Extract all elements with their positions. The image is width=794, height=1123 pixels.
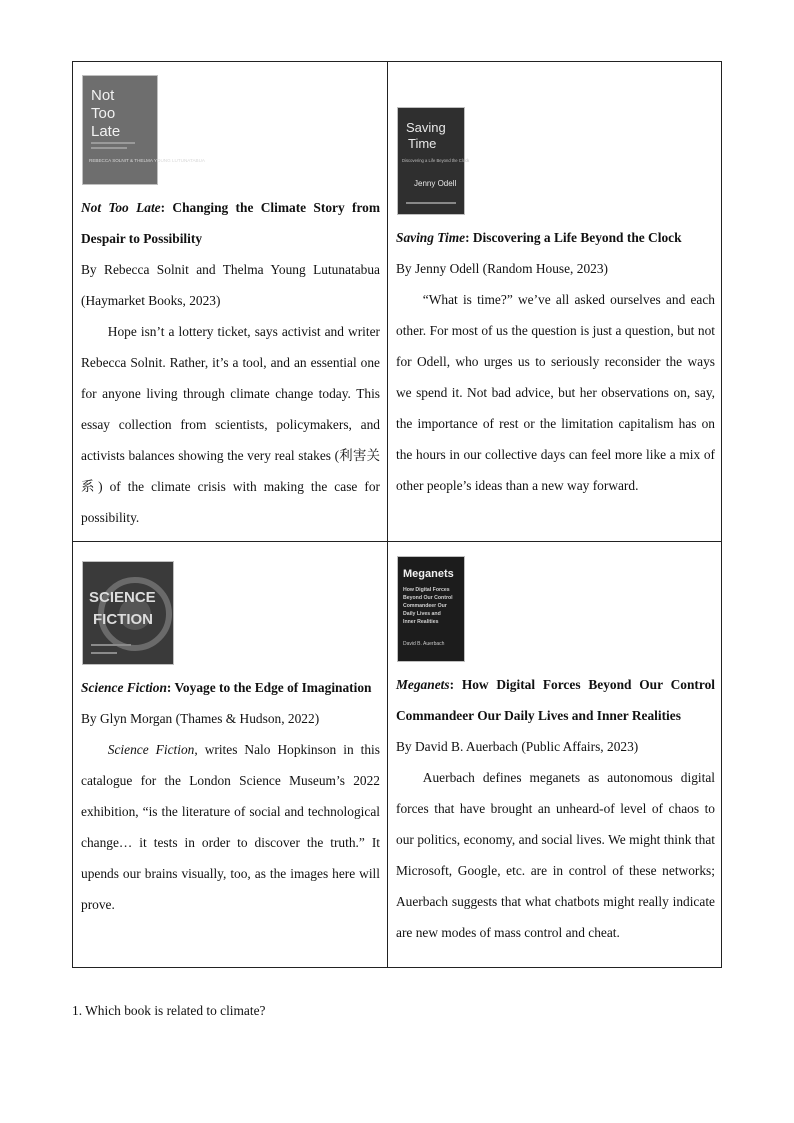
cover-subtitle-line: How Digital Forces	[403, 587, 450, 593]
cover-title-line: FICTION	[93, 611, 153, 628]
cover-subtitle: Discovering a Life Beyond the Clock	[402, 158, 470, 163]
cover-title-line: Not	[91, 87, 115, 104]
book-title	[81, 672, 380, 703]
book-cell-not-too-late	[73, 62, 387, 533]
book-title-rest: : How Digital Forces Beyond Our Control Commandeer Our Daily Lives and Inner Realities	[396, 677, 715, 723]
book-byline: By Glyn Morgan (Thames & Hudson, 2022)	[81, 711, 320, 726]
book-description: “What is time?” we’ve all asked ourselves and each other. For most of us the question is just a question, but not for Odell, who urges us to seriously reconsider the ways we spend it. Not bad advice, but her observations on, say, the importance of rest or the limitation capitalism has on the hours in our collective days can feel more like a mix of other people’s ideas than a new way forward.	[396, 292, 715, 493]
book-cover-science-fiction	[83, 562, 173, 664]
cover-title-line: Meganets	[403, 568, 454, 580]
cover-title-line: SCIENCE	[89, 589, 156, 606]
cover-subtitle-line: Daily Lives and	[403, 611, 441, 617]
question-1: 1. Which book is related to climate?	[72, 1003, 266, 1018]
book-cell-science-fiction	[73, 542, 387, 920]
book-description: Hope isn’t a lottery ticket, says activist and writer Rebecca Solnit. Rather, it’s a tool, and an essential one for anyone living through climate change today. This essay collection from scientists, policymakers, and activists balances showing the very real stakes (利害关系) of the climate crisis with making the case for possibility.	[81, 324, 380, 525]
book-title-rest: : Changing the Climate Story from Despair to Possibility	[81, 200, 380, 246]
book-cover-meganets	[398, 557, 464, 661]
book-cover-not-too-late	[83, 76, 205, 184]
book-description-rest: , writes Nalo Hopkinson in this catalogue for the London Science Museum’s 2022 exhibition, “is the literature of social and technological change… it tests in order to discover the truth.” It upends our brains visually, too, as the images here will prove.	[81, 742, 380, 912]
book-title-italic: Not Too Late	[81, 200, 161, 215]
book-cell-meganets	[388, 542, 722, 948]
book-byline: By Jenny Odell (Random House, 2023)	[396, 261, 608, 276]
book-title	[396, 222, 715, 253]
cover-subtitle-line: Beyond Our Control	[403, 595, 453, 601]
cover-title-line: Too	[91, 105, 116, 122]
book-title-italic: Saving Time	[396, 230, 466, 245]
cover-title-line: Saving	[406, 120, 446, 135]
cover-author: David B. Auerbach	[403, 641, 445, 647]
book-byline: By David B. Auerbach (Public Affairs, 2023)	[396, 739, 639, 754]
book-title-rest: : Voyage to the Edge of Imagination	[166, 680, 372, 695]
book-title-italic: Meganets	[396, 677, 450, 692]
book-byline: By Rebecca Solnit and Thelma Young Lutunatabua (Haymarket Books, 2023)	[81, 262, 380, 308]
book-cover-saving-time	[398, 108, 470, 214]
book-cell-saving-time	[388, 62, 722, 501]
book-description-italic: Science Fiction	[107, 742, 195, 757]
cover-title-line: Time	[408, 136, 437, 151]
cover-subtitle-line: Inner Realities	[403, 619, 439, 625]
book-title	[396, 669, 715, 731]
cover-subtitle-line: Commandeer Our	[403, 603, 447, 609]
book-description	[81, 734, 380, 920]
book-title	[81, 192, 380, 254]
cover-title-line: Late	[91, 123, 121, 140]
cover-author: Jenny Odell	[414, 179, 457, 188]
book-title-italic: Science Fiction	[81, 680, 167, 695]
book-description: Auerbach defines meganets as autonomous digital forces that have brought an unheard-of level of chaos to our politics, economy, and social lives. We might think that Microsoft, Google, etc. are in control of these networks; Auerbach suggests that what chatbots might really indicate are new modes of mass control and cheat.	[396, 770, 715, 940]
cover-authors: REBECCA SOLNIT & THELMA YOUNG LUTUNATABUA	[89, 158, 205, 163]
book-title-rest: : Discovering a Life Beyond the Clock	[465, 230, 682, 245]
book-table	[72, 61, 722, 968]
